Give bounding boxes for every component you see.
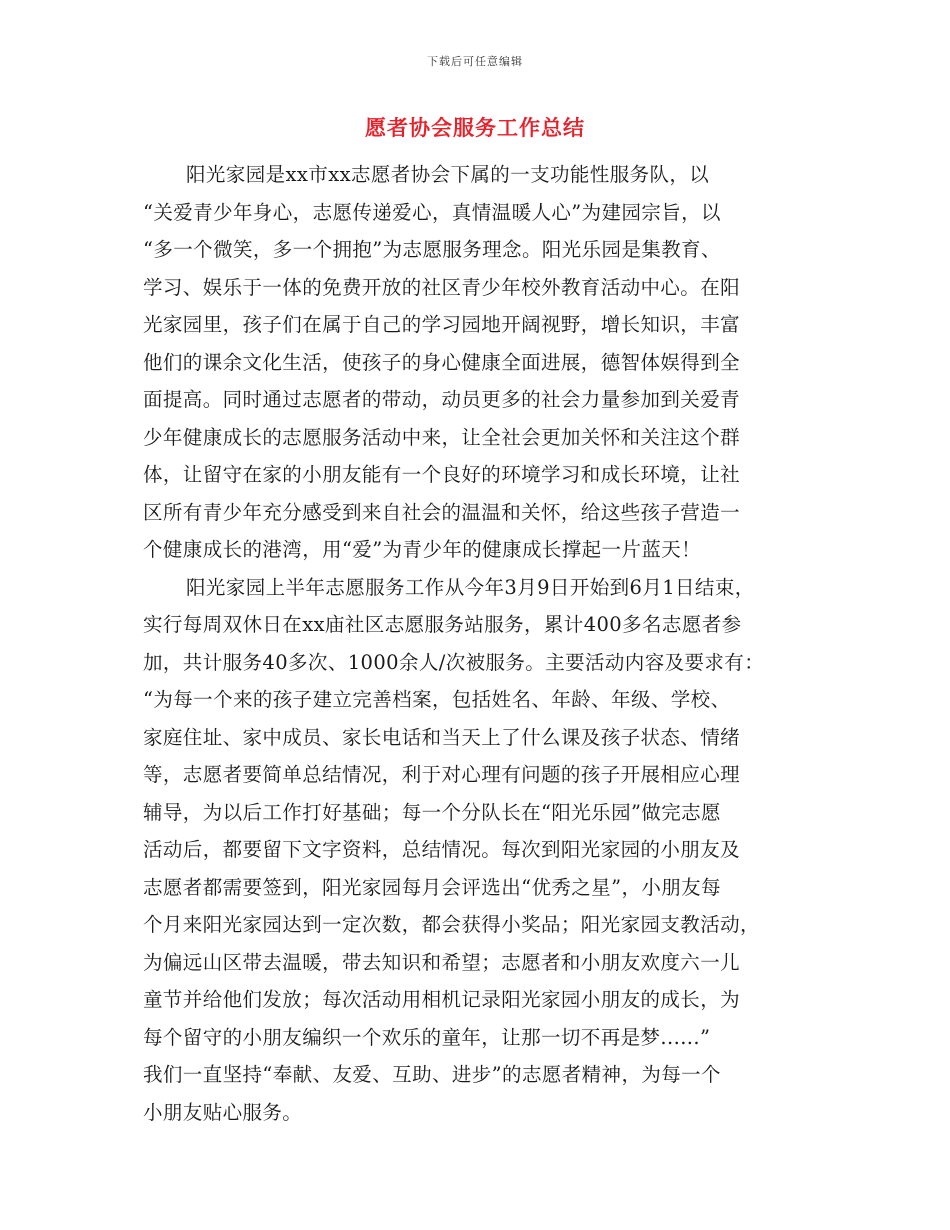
text-line: 个健康成长的港湾，用“爱”为青少年的健康成长撑起一片蓝天！ xyxy=(143,538,702,561)
text-line: 体，让留守在家的小朋友能有一个良好的环境学习和成长环境，让社 xyxy=(143,463,741,486)
text-line: 每个留守的小朋友编织一个欢乐的童年，让那一切不再是梦......” xyxy=(143,1025,711,1049)
body-text xyxy=(143,156,803,1131)
text-line: 志愿者都需要签到，阳光家园每月会评选出“优秀之星”，小朋友每 xyxy=(143,875,721,899)
text-line: “关爱青少年身心，志愿传递爱心，真情温暖人心”为建园宗旨，以 xyxy=(143,200,721,224)
text-line: 个月来阳光家园达到一定次数，都会获得小奖品；阳光家园支教活动， xyxy=(143,913,760,936)
text-line: 他们的课余文化生活，使孩子的身心健康全面进展，德智体娱得到全 xyxy=(143,350,741,374)
text-line: “多一个微笑，多一个拥抱”为志愿服务理念。阳光乐园是集教育、 xyxy=(143,238,721,261)
text-line: 光家园里，孩子们在属于自己的学习园地开阔视野，增长知识，丰富 xyxy=(143,313,741,336)
text-line: 实行每周双休日在xx庙社区志愿服务站服务，累计400多名志愿者参 xyxy=(143,613,742,636)
page-title: 愿者协会服务工作总结 xyxy=(365,115,585,140)
text-line: 我们一直坚持“奉献、友爱、互助、进步”的志愿者精神，为每一个 xyxy=(143,1063,721,1086)
text-line: 区所有青少年充分感受到来自社会的温温和关怀，给这些孩子营造一 xyxy=(143,500,741,524)
text-line: 学习、娱乐于一体的免费开放的社区青少年校外教育活动中心。在阳 xyxy=(143,275,741,299)
text-line: 少年健康成长的志愿服务活动中来，让全社会更加关怀和关注这个群 xyxy=(143,425,741,449)
text-line: 辅导，为以后工作打好基础；每一个分队长在“阳光乐园”做完志愿 xyxy=(143,800,721,824)
header-note: 下载后可任意编辑 xyxy=(427,55,523,68)
text-line: 面提高。同时通过志愿者的带动，动员更多的社会力量参加到关爱青 xyxy=(143,388,741,411)
text-line: 童节并给他们发放；每次活动用相机记录阳光家园小朋友的成长，为 xyxy=(143,988,741,1011)
text-line: 活动后，都要留下文字资料，总结情况。每次到阳光家园的小朋友及 xyxy=(143,838,741,861)
text-line: “为每一个来的孩子建立完善档案，包括姓名、年龄、年级、学校、 xyxy=(143,688,731,711)
text-line: 阳光家园是xx市xx志愿者协会下属的一支功能性服务队，以 xyxy=(186,163,710,186)
text-line: 家庭住址、家中成员、家长电话和当天上了什么课及孩子状态、情绪 xyxy=(143,725,741,749)
text-line: 加，共计服务40多次、1000余人/次被服务。主要活动内容及要求有： xyxy=(143,650,765,674)
text-line: 等，志愿者要简单总结情况，利于对心理有问题的孩子开展相应心理 xyxy=(143,763,741,786)
text-line: 阳光家园上半年志愿服务工作从今年3月9日开始到6月1日结束， xyxy=(186,575,755,599)
text-line: 为偏远山区带去温暖，带去知识和希望；志愿者和小朋友欢度六一儿 xyxy=(143,950,741,974)
text-line: 小朋友贴心服务。 xyxy=(143,1100,303,1124)
